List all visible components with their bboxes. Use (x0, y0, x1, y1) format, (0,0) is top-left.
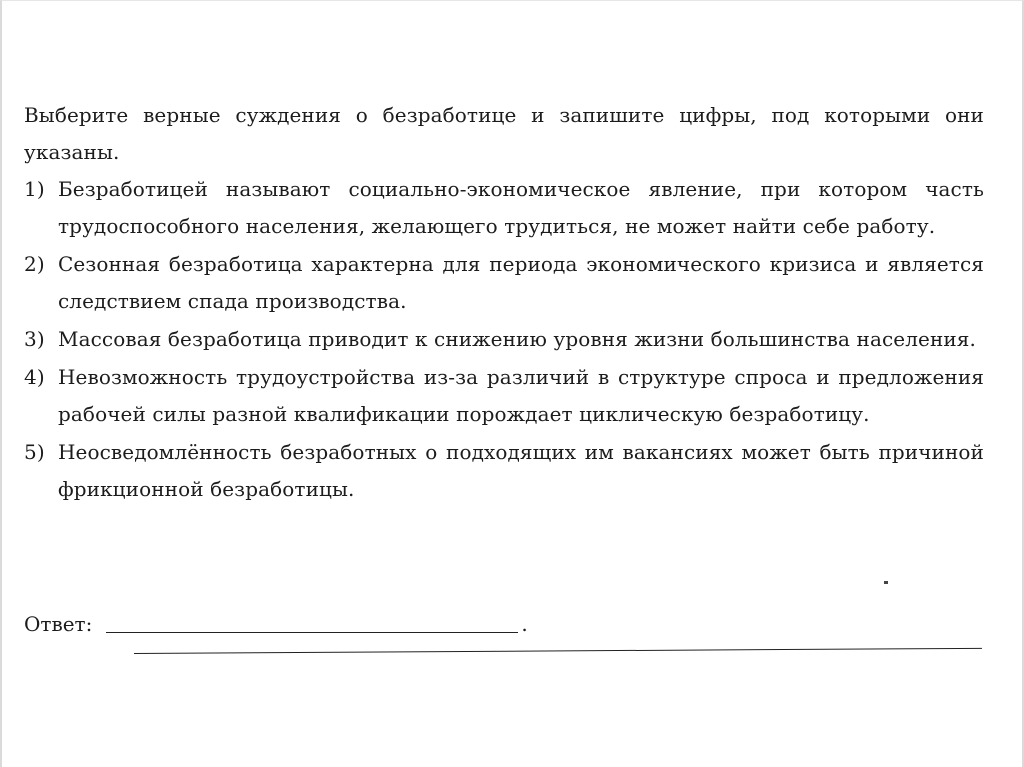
statement-item (24, 434, 984, 508)
statement-number: 1) (24, 177, 45, 201)
statement-text: Массовая безработица приводит к снижению уровня жизни большинства населения. (58, 327, 976, 351)
statement-item (24, 321, 984, 358)
answer-row (24, 609, 528, 639)
task-instruction: Выберите верные суждения о безработице и запишите цифры, под которыми они указаны. (24, 103, 984, 164)
answer-trailing-dot: . (521, 612, 528, 636)
answer-label: Ответ: (24, 612, 93, 636)
statement-number: 4) (24, 365, 45, 389)
statement-text: Неосведомлённость безработных о подходящих им вакансиях может быть причиной фрикционной безработицы. (58, 440, 984, 501)
statement-text: Безработицей называют социально-экономическое явление, при котором часть трудоспособного населения, желающего трудиться, не может найти себе работу. (58, 177, 984, 238)
answer-line-second[interactable] (134, 648, 982, 654)
statement-number: 5) (24, 440, 45, 464)
statement-text: Невозможность трудоустройства из-за различий в структуре спроса и предложения рабочей силы разной квалификации порождает циклическую безработицу. (58, 365, 984, 426)
statement-item (24, 359, 984, 433)
statement-number: 3) (24, 327, 45, 351)
statement-list (24, 171, 984, 509)
statement-item (24, 171, 984, 245)
scan-speck (884, 581, 888, 584)
statement-item (24, 246, 984, 320)
answer-line[interactable] (106, 632, 518, 633)
statement-number: 2) (24, 252, 45, 276)
statement-text: Сезонная безработица характерна для периода экономического кризиса и является следствием спада производства. (58, 252, 984, 313)
